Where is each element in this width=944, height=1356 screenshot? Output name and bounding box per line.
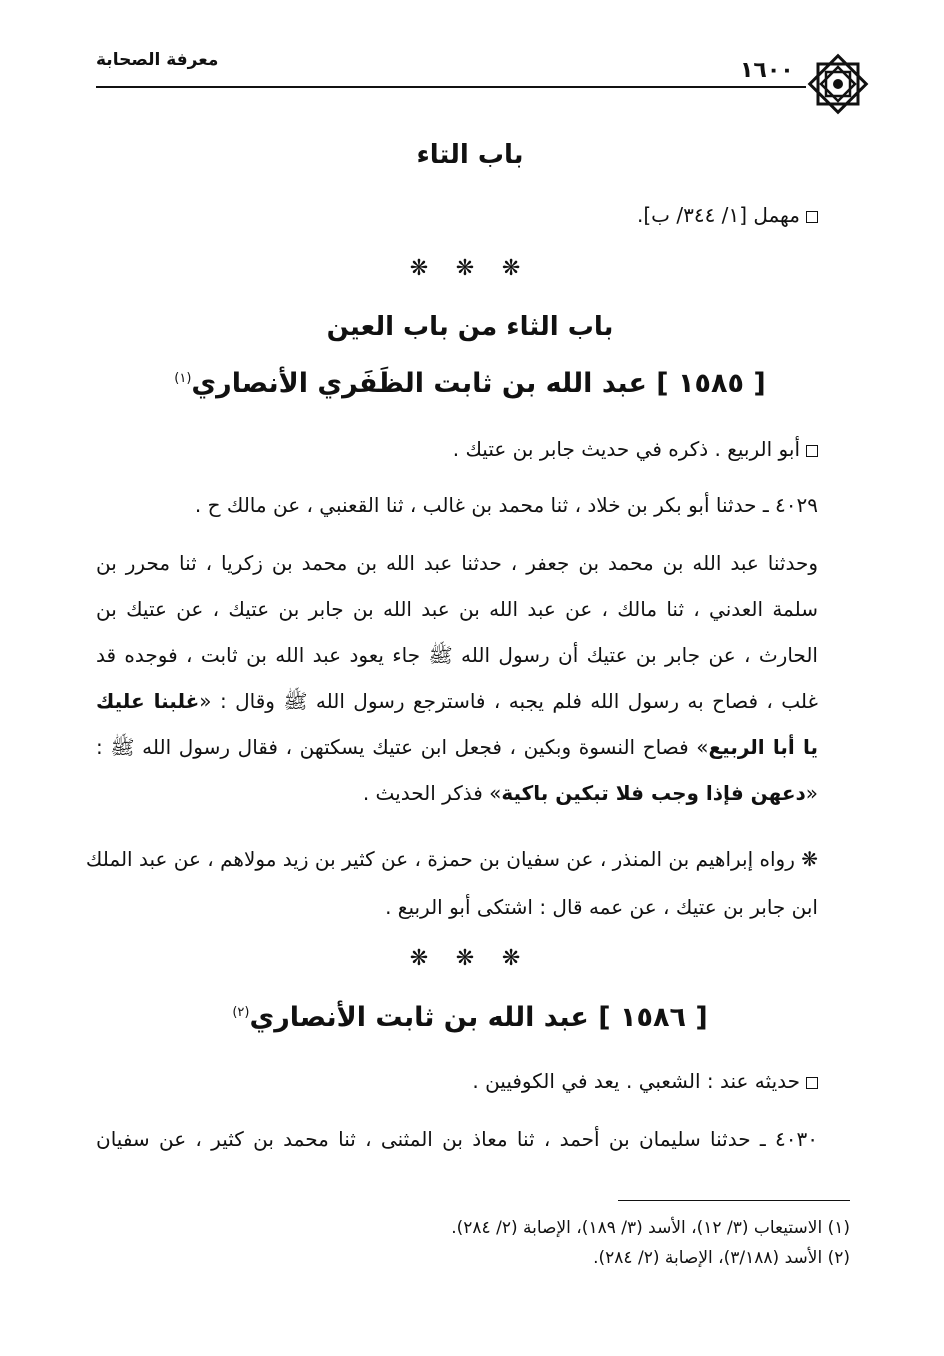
hadith-4029-line-2: وحدثنا عبد الله بن محمد بن جعفر ، حدثنا عبد الله بن محمد بن زكريا ، ثنا محرر بن — [96, 551, 818, 575]
square-bullet-icon — [806, 445, 818, 457]
hadith-4029-line-1: ٤٠٢٩ ـ حدثنا أبو بكر بن خلاد ، ثنا محمد بن غالب ، ثنا القعنبي ، عن مالك ح . — [194, 493, 818, 517]
octagonal-star-ornament-icon — [806, 52, 870, 116]
separator-stars: ❋ ❋ ❋ — [409, 256, 531, 281]
entry-heading-1585: [ ١٥٨٥ ] عبد الله بن ثابت الظَفَري الأنصاري$^{(١)}$ — [174, 368, 766, 399]
footnote-2: (٢) الأسد (٣/١٨٨)، الإصابة (٢/ ٢٨٤). — [593, 1248, 850, 1268]
footnote-rule — [618, 1200, 850, 1201]
hadith-4030-line-1: ٤٠٣٠ ـ حدثنا سليمان بن أحمد ، ثنا معاذ بن المثنى ، ثنا محمد بن كثير ، عن سفيان — [96, 1127, 818, 1151]
entry-heading-1586: [ ١٥٨٦ ] عبد الله بن ثابت الأنصاري$^{(٢)}$ — [232, 1002, 708, 1033]
riwaya-line-1: ❋ رواه إبراهيم بن المنذر ، عن سفيان بن حمزة ، عن كثير بن زيد مولاهم ، عن عبد الملك — [85, 847, 818, 871]
section-title-ta: باب التاء — [416, 140, 524, 170]
section-ta-note: مهمل [١/ ٣٤٤/ ب]. — [96, 202, 818, 228]
entry-1586-intro: حديثه عند : الشعبي . يعد في الكوفيين . — [96, 1068, 818, 1094]
hadith-4029-line-6: يا أبا الربيع» فصاح النسوة وبكين ، فجعل ابن عتيك يسكتهن ، فقال رسول الله ﷺ : — [96, 735, 818, 759]
hadith-4029-line-5: غلب ، فصاح به رسول الله فلم يجبه ، فاسترجع رسول الله ﷺ وقال : «غلبنا عليك — [96, 689, 818, 713]
footnote-ref: (١) — [174, 371, 192, 386]
running-head-book-title: معرفة الصحابة — [96, 50, 219, 70]
footnote-ref: (٢) — [232, 1005, 250, 1020]
square-bullet-icon — [806, 211, 818, 223]
square-bullet-icon — [806, 1077, 818, 1089]
hadith-4029-line-4: الحارث ، عن جابر بن عتيك أن رسول الله ﷺ جاء يعود عبد الله بن ثابت ، فوجده قد — [96, 643, 818, 667]
hadith-4029-line-7: «دعهن فإذا وجب فلا تبكين باكية» فذكر الحديث . — [362, 781, 818, 805]
separator-stars: ❋ ❋ ❋ — [409, 946, 531, 971]
footnote-1: (١) الاستيعاب (٣/ ١٢)، الأسد (٣/ ١٨٩)، الإصابة (٢/ ٢٨٤). — [451, 1218, 850, 1238]
header-rule — [96, 86, 806, 88]
hadith-4029-line-3: سلمة العدني ، ثنا مالك ، عن عبد الله بن عبد الله بن جابر بن عتيك ، عن عتيك بن — [96, 597, 818, 621]
entry-1585-intro: أبو الربيع . ذكره في حديث جابر بن عتيك . — [96, 436, 818, 462]
page-number: ١٦٠٠ — [740, 58, 794, 83]
section-title-tha: باب الثاء من باب العين — [326, 312, 614, 342]
riwaya-line-2: ابن جابر بن عتيك ، عن عمه قال : اشتكى أبو الربيع . — [385, 895, 818, 919]
